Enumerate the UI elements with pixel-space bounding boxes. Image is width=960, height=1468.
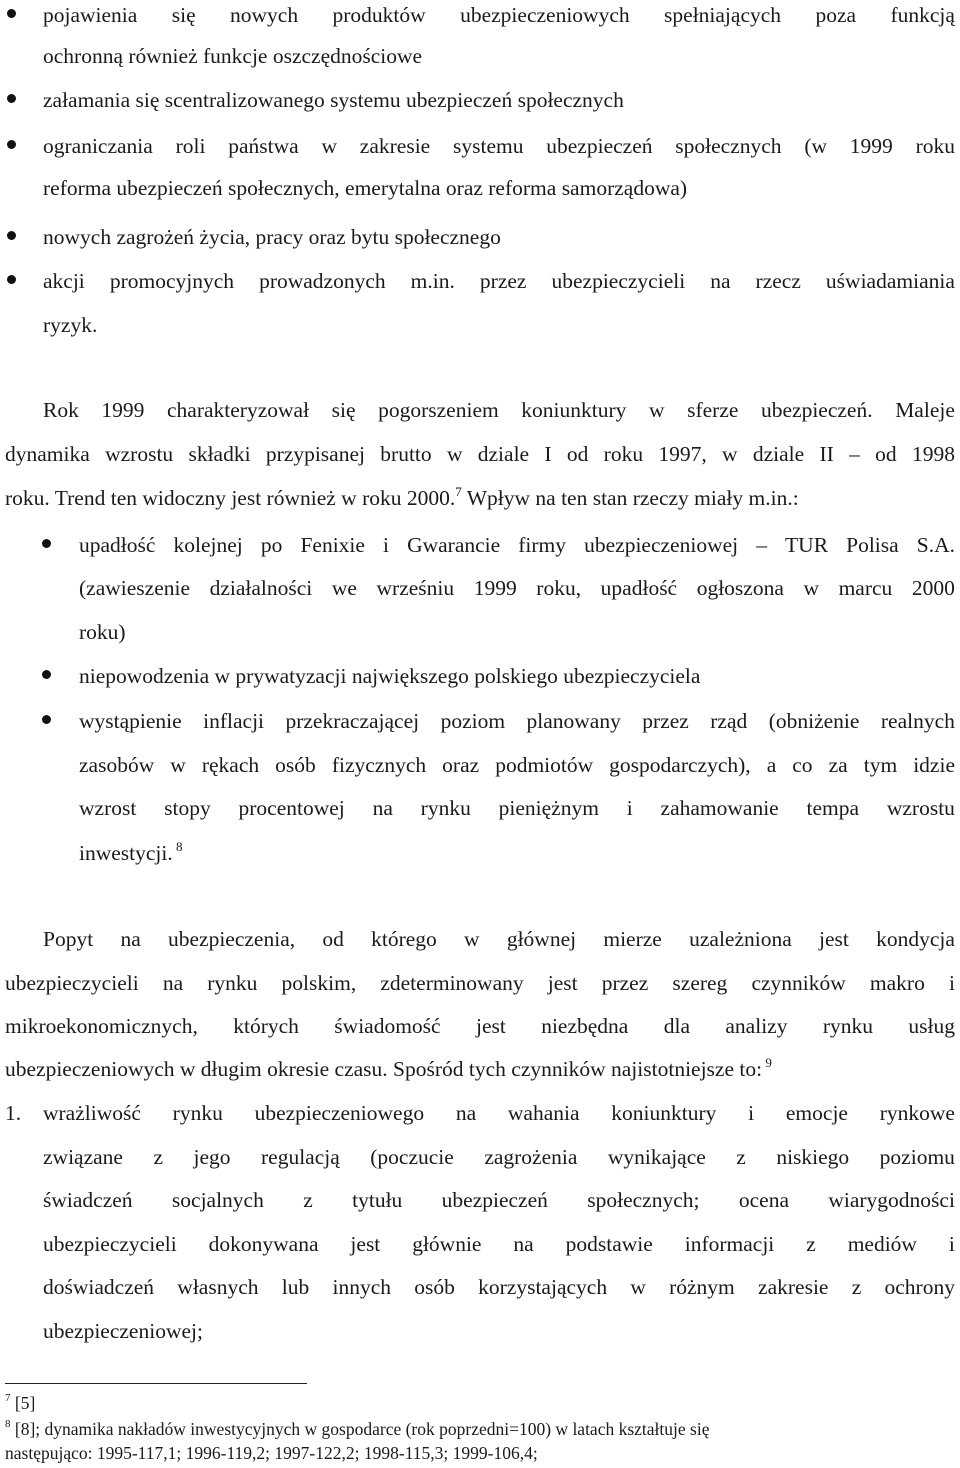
footnote-ref: 9 (762, 1055, 772, 1070)
bullet-icon (42, 715, 51, 724)
word: związane (43, 1145, 123, 1169)
word: nowych (230, 3, 299, 27)
word: mikroekonomicznych, (5, 1014, 198, 1038)
word: z (806, 1232, 816, 1256)
word: rynku (822, 1014, 874, 1038)
word: składki (188, 442, 251, 466)
bullet-icon (7, 140, 16, 149)
word: świadomość (334, 1014, 441, 1038)
word: na (455, 1101, 477, 1125)
numbered-item-line (43, 1272, 955, 1302)
word: innych (332, 1275, 392, 1299)
word: 1998 (911, 442, 955, 466)
word: promocyjnych (109, 269, 235, 293)
bullet-icon (7, 94, 16, 103)
footnote-ref: 7 (455, 484, 462, 499)
word: wzrostu (105, 442, 174, 466)
word: świadczeń (43, 1188, 133, 1212)
word: rząd (710, 709, 748, 733)
list-item-line (79, 706, 955, 736)
word: rzecz (755, 269, 801, 293)
word: przypisanej (265, 442, 365, 466)
word: poziomu (879, 1145, 955, 1169)
word: tym (863, 753, 898, 777)
list-item-line: niepowodzenia w prywatyzacji największego polskiego ubezpieczyciela (79, 664, 701, 688)
word: z (736, 1145, 746, 1169)
footnote-number: 7 (5, 1392, 11, 1404)
word: przez (601, 971, 649, 995)
numbered-item-line (43, 1185, 955, 1215)
word: zahamowanie (660, 796, 779, 820)
word: ubezpieczeniowych (460, 3, 630, 27)
word: Fenixie (300, 533, 365, 557)
numbered-item-line (43, 1098, 955, 1128)
word: zakresie (758, 1275, 829, 1299)
word: ochrony (884, 1275, 955, 1299)
list-item-line (43, 131, 955, 161)
word: rynku (420, 796, 471, 820)
word: – (849, 442, 860, 466)
word: zasobów (79, 753, 155, 777)
word: szereg (672, 971, 728, 995)
word: w (321, 134, 338, 158)
word: ubezpieczycieli (43, 1232, 177, 1256)
word: funkcją (890, 3, 955, 27)
word: koniunktury (521, 398, 627, 422)
word: dla (663, 1014, 691, 1038)
footnote-continuation: następująco: 1995-117,1; 1996-119,2; 1997-122,2; 1998-115,3; 1999-106,4; (5, 1443, 538, 1463)
word: zagrożenia (484, 1145, 578, 1169)
word: przekraczającej (285, 709, 420, 733)
word: społecznych (675, 134, 782, 158)
list-number: 1. (5, 1101, 22, 1125)
word: pieniężnym (498, 796, 599, 820)
word: S.A. (916, 533, 955, 557)
word: Maleje (895, 398, 955, 422)
word: jego (193, 1145, 231, 1169)
word: wzrost (79, 796, 137, 820)
word: 1999 (849, 134, 893, 158)
word: działalności (209, 576, 313, 600)
word: za (828, 753, 848, 777)
word: wiarygodności (828, 1188, 955, 1212)
word: analizy (725, 1014, 788, 1038)
word: 1997, (658, 442, 707, 466)
word: podstawie (565, 1232, 653, 1256)
word: głównej (506, 927, 577, 951)
word: systemu (453, 134, 524, 158)
word: socjalnych (171, 1188, 264, 1212)
word: ubezpieczycieli (5, 971, 139, 995)
word: informacji (684, 1232, 775, 1256)
word: (poczucie (370, 1145, 454, 1169)
word: wzrostu (886, 796, 955, 820)
word: ubezpieczeń. (761, 398, 873, 422)
word: brutto (380, 442, 432, 466)
word: korzystających (478, 1275, 608, 1299)
word: pojawienia (43, 3, 138, 27)
word: kolejnej (173, 533, 243, 557)
word: ogłoszona (696, 576, 784, 600)
word: poza (815, 3, 857, 27)
word: podmiotów (495, 753, 594, 777)
word: przez (479, 269, 527, 293)
word: Polisa (846, 533, 899, 557)
word: – (756, 533, 767, 557)
word: makro (869, 971, 925, 995)
list-item-line: załamania się scentralizowanego systemu ubezpieczeń społecznych (43, 88, 624, 112)
word: dynamika (5, 442, 90, 466)
word: roku (603, 442, 644, 466)
word: charakteryzował (167, 398, 310, 422)
list-item-line (43, 0, 955, 30)
word: osób (275, 753, 316, 777)
word: usług (908, 1014, 955, 1038)
word: osób (414, 1275, 455, 1299)
word: co (792, 753, 813, 777)
word: produktów (332, 3, 426, 27)
list-item-line (79, 573, 955, 603)
word: ubezpieczeniowej (584, 533, 739, 557)
paragraph-line: roku. Trend ten widoczny jest również w roku 2000.$^7$ Wpływ na ten stan rzeczy miały m.in.: (5, 484, 799, 510)
word: z (303, 1188, 313, 1212)
word: emocje (785, 1101, 848, 1125)
word: pogorszeniem (378, 398, 499, 422)
bullet-icon (7, 231, 16, 240)
word: i (948, 1232, 955, 1256)
footnote-number: 8 (5, 1418, 11, 1430)
word: realnych (880, 709, 955, 733)
word: jest (350, 1232, 381, 1256)
word: upadłość (600, 576, 678, 600)
word: z (851, 1275, 862, 1299)
bullet-icon (42, 670, 51, 679)
word: i (626, 796, 633, 820)
word: inflacji (203, 709, 265, 733)
word: wahania (507, 1101, 580, 1125)
word: którego (371, 927, 437, 951)
footnote: $^8$ [8]; dynamika nakładów inwestycyjnych w gospodarce (rok poprzedni=100) w latach kształtuje się (5, 1418, 710, 1439)
paragraph-line (5, 439, 955, 469)
word: roku (915, 134, 955, 158)
word: których (233, 1014, 299, 1038)
word: fizycznych (331, 753, 427, 777)
word: polskim, (281, 971, 357, 995)
word: się (171, 3, 196, 27)
word: od (566, 442, 589, 466)
word: sferze (687, 398, 739, 422)
list-item-line (43, 266, 955, 296)
word: na (513, 1232, 534, 1256)
word: dziale (477, 442, 530, 466)
word: idzie (913, 753, 955, 777)
word: stopy (164, 796, 211, 820)
word: procentowej (238, 796, 345, 820)
word: w (464, 927, 480, 951)
word: tempa (806, 796, 860, 820)
word: na (372, 796, 393, 820)
footnote-divider (5, 1383, 307, 1384)
word: ubezpieczeń (546, 134, 653, 158)
word: kondycja (876, 927, 955, 951)
word: planowany (526, 709, 621, 733)
word: akcji (43, 269, 85, 293)
word: na (120, 927, 141, 951)
word: gospodarczych), (609, 753, 751, 777)
word: mediów (847, 1232, 917, 1256)
numbered-item-line: ubezpieczeniowej; (43, 1319, 203, 1343)
word: różnym (669, 1275, 735, 1299)
word: 1999 (101, 398, 145, 422)
word: w (722, 442, 738, 466)
word: prowadzonych (259, 269, 386, 293)
word: (w (804, 134, 828, 158)
word: regulacją (261, 1145, 340, 1169)
word: dziale (752, 442, 805, 466)
word: ubezpieczeniowego (254, 1101, 425, 1125)
paragraph-line: ubezpieczeniowych w długim okresie czasu. Spośród tych czynników najistotniejsze to: $^9$ (5, 1055, 772, 1081)
footnote-ref: 8 (172, 839, 183, 854)
word: rynku (172, 1101, 223, 1125)
word: tytułu (352, 1188, 403, 1212)
list-item-line: roku) (79, 620, 126, 644)
word: roku, (536, 576, 582, 600)
word: niskiego (776, 1145, 850, 1169)
word: (obniżenie (768, 709, 860, 733)
word: II (819, 442, 834, 466)
word: się (331, 398, 356, 422)
list-item-line (79, 530, 955, 560)
numbered-item-line (43, 1229, 955, 1259)
word: z (153, 1145, 163, 1169)
word: w (170, 753, 186, 777)
word: ubezpieczeń (441, 1188, 548, 1212)
word: w (803, 576, 819, 600)
word: od (875, 442, 897, 466)
word: koniunktury (611, 1101, 717, 1125)
list-item-line: nowych zagrożeń życia, pracy oraz bytu społecznego (43, 225, 501, 249)
word: roli (175, 134, 206, 158)
word: jest (819, 927, 849, 951)
word: jest (475, 1014, 506, 1038)
word: i (383, 533, 389, 557)
word: na (710, 269, 731, 293)
word: rękach (201, 753, 260, 777)
word: w (630, 1275, 646, 1299)
word: ubezpieczycieli (551, 269, 686, 293)
word: wrażliwość (43, 1101, 141, 1125)
footnote: $^7$ [5] (5, 1392, 36, 1413)
list-item-line: inwestycji. $^8$ (79, 839, 183, 865)
list-item-line: reforma ubezpieczeń społecznych, emerytalna oraz reforma samorządowa) (43, 176, 688, 200)
word: rynkowe (879, 1101, 955, 1125)
word: Gwarancie (407, 533, 501, 557)
bullet-icon (7, 275, 16, 284)
word: Popyt (43, 927, 94, 951)
word: oraz (442, 753, 480, 777)
word: firmy (518, 533, 567, 557)
word: państwa (228, 134, 299, 158)
word: rynku (207, 971, 258, 995)
word: I (544, 442, 552, 466)
paragraph-line (5, 1011, 955, 1041)
word: TUR (785, 533, 829, 557)
word: dokonywana (208, 1232, 319, 1256)
numbered-item-line (43, 1142, 955, 1172)
word: wynikające (607, 1145, 706, 1169)
word: ocena (738, 1188, 789, 1212)
word: spełniających (664, 3, 782, 27)
word: doświadczeń (43, 1275, 155, 1299)
word: lub (281, 1275, 310, 1299)
bullet-icon (42, 539, 51, 548)
bullet-icon (7, 9, 16, 18)
list-item-line (79, 793, 955, 823)
word: mierze (603, 927, 662, 951)
word: niezbędna (541, 1014, 629, 1038)
list-item-line: ryzyk. (43, 313, 98, 337)
word: w (446, 442, 463, 466)
word: ograniczania (43, 134, 153, 158)
word: m.in. (410, 269, 455, 293)
word: a (766, 753, 777, 777)
list-item-line: ochronną również funkcje oszczędnościowe (43, 44, 423, 68)
word: własnych (177, 1275, 259, 1299)
word: jest (547, 971, 578, 995)
word: zakresie (359, 134, 431, 158)
word: i (948, 971, 955, 995)
word: społecznych; (587, 1188, 700, 1212)
word: 2000 (911, 576, 955, 600)
word: od (322, 927, 344, 951)
word: głównie (412, 1232, 482, 1256)
word: zdeterminowany (380, 971, 524, 995)
word: ubezpieczenia, (167, 927, 296, 951)
word: w (648, 398, 665, 422)
word: wystąpienie (79, 709, 182, 733)
word: upadłość (79, 533, 156, 557)
word: Rok (43, 398, 79, 422)
paragraph-line (43, 924, 955, 954)
word: na (162, 971, 184, 995)
paragraph-line (43, 395, 955, 425)
word: marcu (838, 576, 893, 600)
word: (zawieszenie (79, 576, 191, 600)
word: i (748, 1101, 755, 1125)
word: czynników (751, 971, 846, 995)
word: uświadamiania (825, 269, 955, 293)
word: wrześniu (376, 576, 455, 600)
word: uzależniona (689, 927, 792, 951)
paragraph-line (5, 968, 955, 998)
list-item-line (79, 750, 955, 780)
word: przez (642, 709, 689, 733)
word: we (331, 576, 357, 600)
word: 1999 (473, 576, 517, 600)
word: po (260, 533, 283, 557)
word: poziom (440, 709, 506, 733)
